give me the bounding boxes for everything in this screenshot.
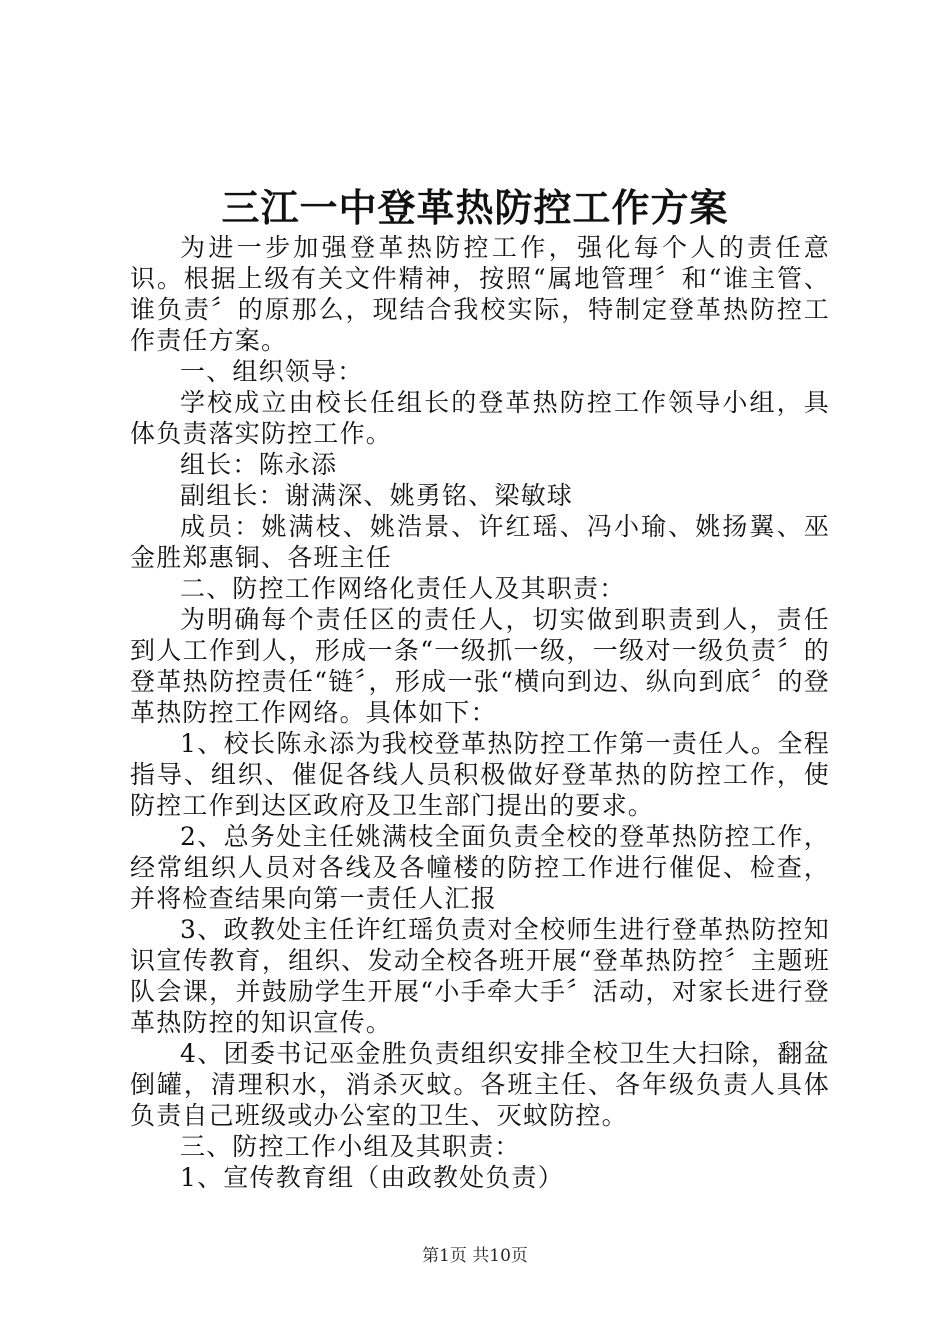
heading-organization: 一、组织领导：	[180, 357, 364, 386]
paragraph-leadership-group: 学校成立由校长任组长的登革热防控工作领导小组，具体负责落实防控工作。	[130, 388, 830, 448]
paragraph-item-2: 2、总务处主任姚满枝全面负责全校的登革热防控工作，经常组织人员对各线及各幢楼的防控工作进行催促、检查，并将检查结果向第一责任人汇报	[130, 822, 830, 913]
document-body	[130, 232, 830, 1193]
page-number: 第1页 共10页	[422, 1246, 528, 1266]
paragraph-item-3: 3、政教处主任许红瑶负责对全校师生进行登革热防控知识宣传教育，组织、发动全校各班开展“登革热防控〞主题班队会课，并鼓励学生开展“小手牵大手〞活动，对家长进行登革热防控的知识宣传。	[130, 915, 830, 1037]
paragraph-leader: 组长：陈永添	[180, 450, 338, 479]
paragraph-item-4: 4、团委书记巫金胜负责组织安排全校卫生大扫除，翻盆倒罐，清理积水，消杀灭蚊。各班主任、各年级负责人具体负责自己班级或办公室的卫生、灭蚊防控。	[130, 1039, 830, 1130]
document-title: 三江一中登革热防控工作方案	[221, 185, 729, 230]
paragraph-intro: 为进一步加强登革热防控工作，强化每个人的责任意识。根据上级有关文件精神，按照“属地管理〞和“谁主管、谁负责〞的原那么，现结合我校实际，特制定登革热防控工作责任方案。	[130, 233, 830, 355]
paragraph-members: 成员：姚满枝、姚浩景、许红瑶、冯小瑜、姚扬翼、巫金胜郑惠铜、各班主任	[130, 512, 830, 572]
paragraph-item-1: 1、校长陈永添为我校登革热防控工作第一责任人。全程指导、组织、催促各线人员积极做好登革热的防控工作，使防控工作到达区政府及卫生部门提出的要求。	[130, 729, 830, 820]
paragraph-deputy-leaders: 副组长：谢满深、姚勇铭、梁敏球	[180, 481, 574, 510]
heading-responsibility-network: 二、防控工作网络化责任人及其职责：	[180, 574, 626, 603]
paragraph-group-1: 1、宣传教育组（由政教处负责）	[180, 1163, 564, 1192]
heading-work-groups: 三、防控工作小组及其职责：	[180, 1132, 521, 1161]
paragraph-network-intro: 为明确每个责任区的责任人，切实做到职责到人，责任到人工作到人，形成一条“一级抓一级，一级对一级负责〞的登革热防控责任“链〞，形成一张“横向到边、纵向到底〞的登革热防控工作网络。具体如下：	[130, 605, 830, 727]
